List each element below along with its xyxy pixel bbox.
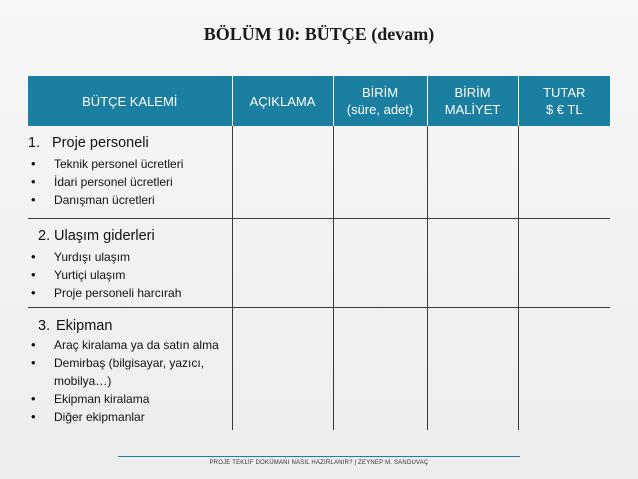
- category-heading: [28, 228, 232, 244]
- list-item: • Ekipman kiralama: [28, 390, 232, 408]
- page-title: BÖLÜM 10: BÜTÇE (devam): [203, 24, 435, 44]
- table-row: [28, 307, 610, 430]
- category-cell: [28, 218, 232, 307]
- list-item: • Araç kiralama ya da satın alma: [28, 336, 232, 354]
- table-row: [28, 126, 610, 218]
- list-item: • Danışman ücretleri: [28, 191, 232, 209]
- header-unit-cost-label: BİRİM: [454, 85, 491, 100]
- list-item: • Yurdışı ulaşım: [28, 248, 232, 266]
- category-cell: [28, 307, 232, 430]
- category-number: 2.: [38, 227, 51, 244]
- category-number: 3.: [38, 317, 51, 334]
- list-item: • Yurtiçi ulaşım: [28, 266, 232, 284]
- list-item: • Demirbaş (bilgisayar, yazıcı,: [28, 354, 232, 372]
- category-label: Ulaşım giderleri: [54, 227, 155, 244]
- table-row: [28, 218, 610, 307]
- header-budget-item-label: BÜTÇE KALEMİ: [82, 93, 178, 109]
- category-heading: [28, 135, 232, 151]
- list-item: • Proje personeli harcırah: [28, 284, 232, 302]
- category-heading: [28, 318, 232, 334]
- unit-cell[interactable]: [333, 218, 427, 307]
- unit-cost-cell[interactable]: [427, 218, 518, 307]
- amount-cell[interactable]: [518, 307, 610, 430]
- header-unit-sublabel: (süre, adet): [346, 102, 414, 117]
- header-budget-item: [28, 76, 232, 126]
- category-label: Ekipman: [56, 317, 113, 334]
- header-amount-label: TUTAR: [543, 85, 586, 100]
- list-item: • İdari personel ücretleri: [28, 173, 232, 191]
- item-list: [28, 248, 232, 302]
- header-unit: [333, 76, 427, 126]
- list-item: • Diğer ekipmanlar: [28, 408, 232, 426]
- unit-cost-cell[interactable]: [427, 307, 518, 430]
- unit-cost-cell[interactable]: [427, 126, 518, 218]
- header-row: [28, 76, 610, 126]
- item-list: [28, 336, 232, 426]
- header-amount-sublabel: $ € TL: [545, 102, 583, 117]
- header-amount: [518, 76, 610, 126]
- category-number: 1.: [28, 135, 41, 151]
- list-item-continuation: mobilya…): [54, 373, 112, 388]
- unit-cell[interactable]: [333, 126, 427, 218]
- header-description-label: AÇIKLAMA: [249, 93, 316, 109]
- amount-cell[interactable]: [518, 126, 610, 218]
- footer-text: PROJE TEKLİF DOKÜMANI NASIL HAZIRLANIR? | ZEYNEP M. SANDUVAÇ: [209, 460, 429, 466]
- list-item: • Teknik personel ücretleri: [28, 155, 232, 173]
- category-label: Proje personeli: [52, 135, 149, 151]
- description-cell[interactable]: [232, 307, 333, 430]
- description-cell[interactable]: [232, 126, 333, 218]
- amount-cell[interactable]: [518, 218, 610, 307]
- category-cell: [28, 126, 232, 218]
- header-unit-cost: [427, 76, 518, 126]
- description-cell[interactable]: [232, 218, 333, 307]
- budget-table: [28, 76, 610, 430]
- header-unit-cost-sublabel: MALİYET: [444, 102, 501, 117]
- footer-divider: [118, 456, 520, 457]
- header-unit-label: BİRİM: [361, 85, 399, 100]
- item-list: [28, 155, 232, 209]
- unit-cell[interactable]: [333, 307, 427, 430]
- header-description: [232, 76, 333, 126]
